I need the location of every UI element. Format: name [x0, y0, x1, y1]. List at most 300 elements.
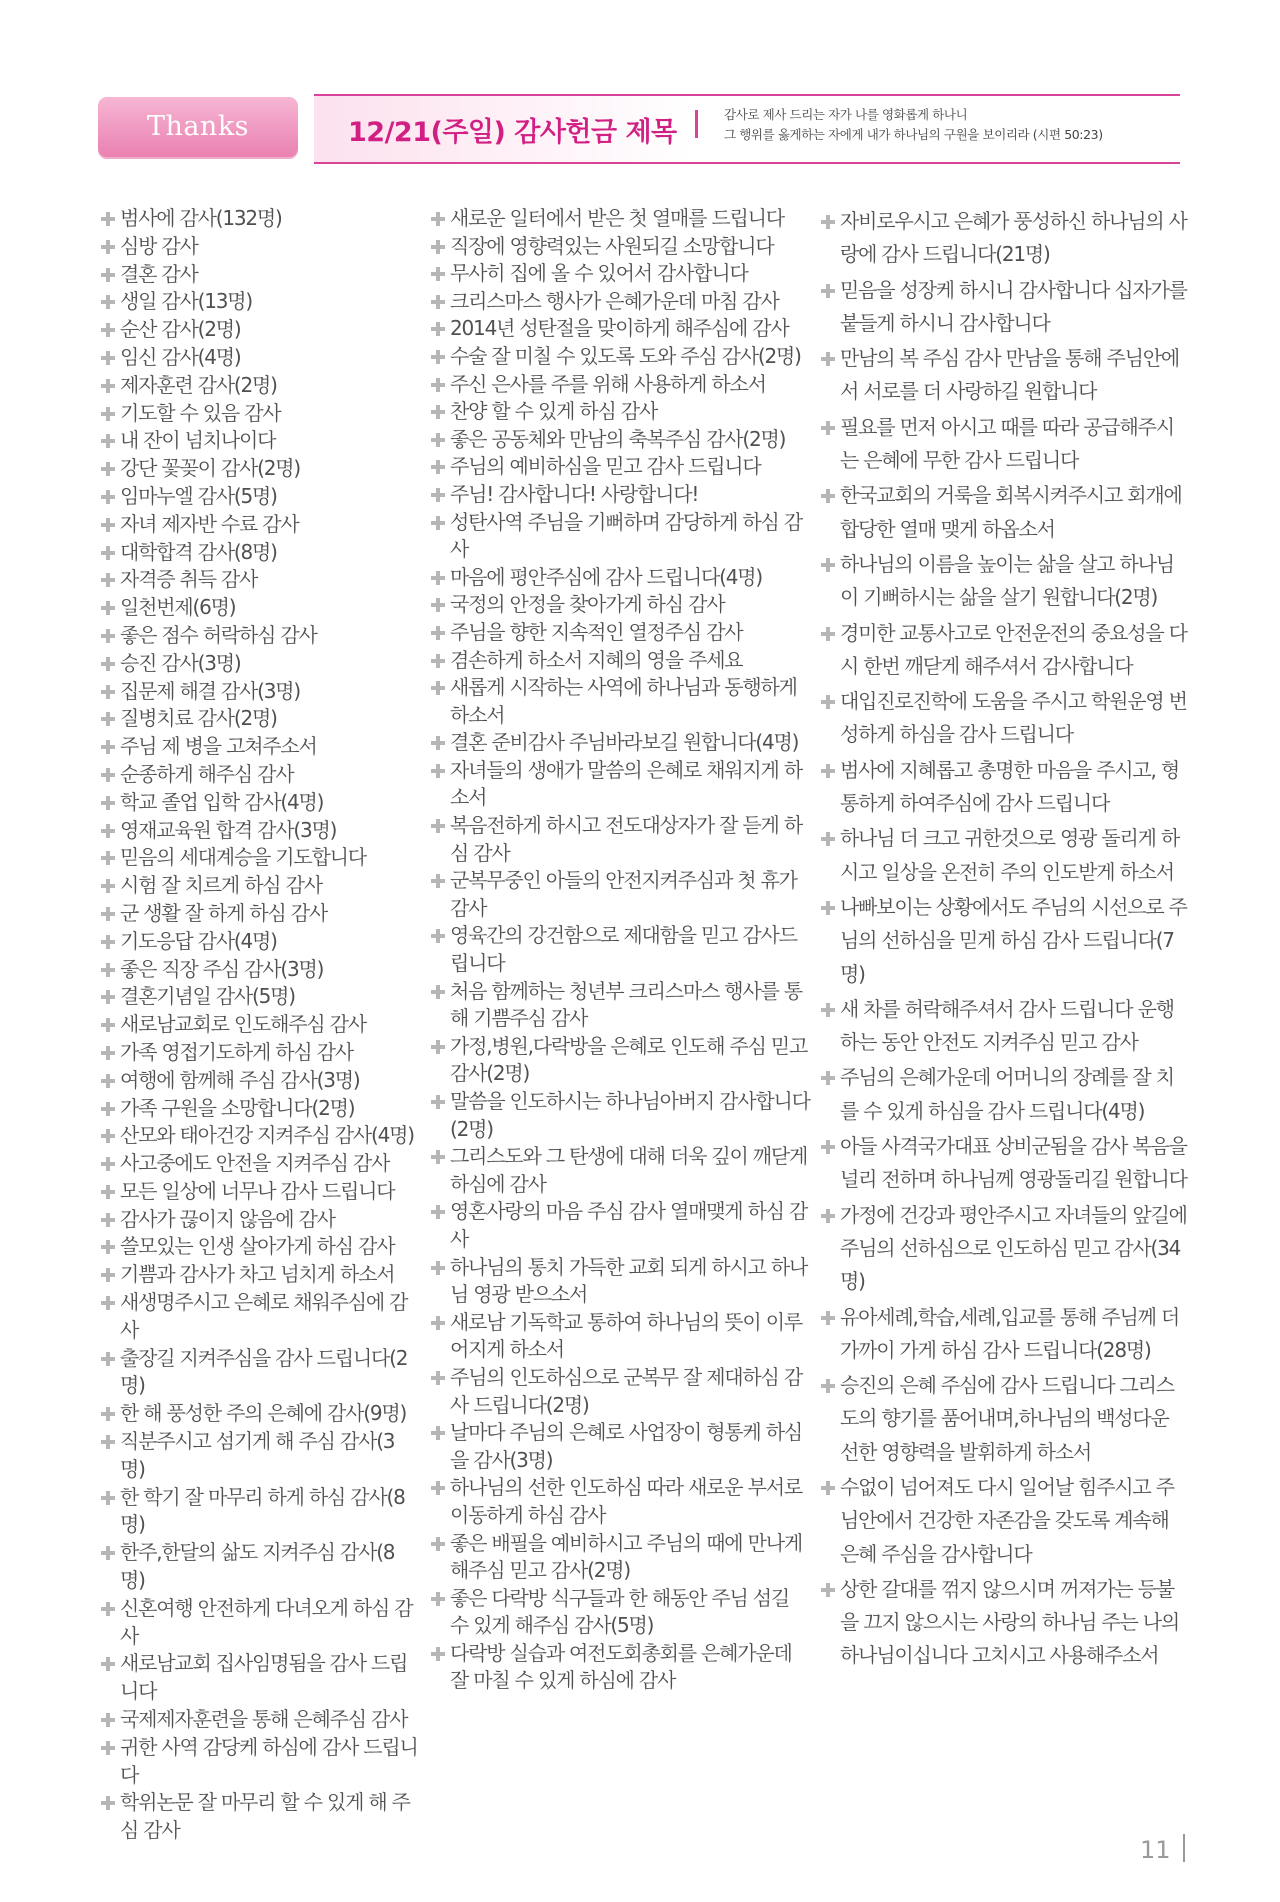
plus-bullet-icon: [101, 462, 115, 476]
thanks-item-text: 군복무중인 아들의 안전지켜주심과 첫 휴가 감사: [450, 868, 797, 920]
thanks-item-text: 2014년 성탄절을 맞이하게 해주심에 감사: [450, 316, 789, 341]
thanks-item: [430, 1143, 810, 1198]
plus-bullet-icon: [431, 433, 445, 447]
scripture-verse: [724, 105, 1174, 145]
plus-bullet-icon: [101, 573, 115, 587]
thanks-item-text: 무사히 집에 올 수 있어서 감사합니다: [450, 261, 748, 286]
plus-bullet-icon: [101, 1268, 115, 1282]
plus-bullet-icon: [821, 832, 835, 846]
thanks-item: [430, 509, 810, 564]
plus-bullet-icon: [101, 1240, 115, 1254]
thanks-item: [820, 1573, 1190, 1673]
thanks-column-1: [100, 205, 418, 1845]
plus-bullet-icon: [821, 284, 835, 298]
plus-bullet-icon: [101, 268, 115, 282]
plus-bullet-icon: [431, 571, 445, 585]
thanks-item: [100, 872, 418, 900]
plus-bullet-icon: [101, 601, 115, 615]
thanks-item: [100, 844, 418, 872]
plus-bullet-icon: [431, 1095, 445, 1109]
plus-bullet-icon: [101, 434, 115, 448]
plus-bullet-icon: [821, 901, 835, 915]
thanks-item-text: 좋은 다락방 식구들과 한 해동안 주님 섬길 수 있게 해주심 감사(5명): [450, 1585, 789, 1638]
plus-bullet-icon: [821, 1209, 835, 1223]
thanks-item: [430, 1364, 810, 1419]
thanks-item: [100, 288, 418, 316]
plus-bullet-icon: [101, 379, 115, 393]
plus-bullet-icon: [821, 352, 835, 366]
plus-bullet-icon: [431, 985, 445, 999]
thanks-item: [430, 315, 810, 343]
thanks-item-text: 기도응답 감사(4명): [120, 928, 277, 953]
thanks-item-text: 순종하게 해주심 감사: [120, 761, 294, 786]
plus-bullet-icon: [101, 824, 115, 838]
thanks-item: [100, 1650, 418, 1706]
thanks-item: [430, 426, 810, 454]
thanks-item-text: 강단 꽃꽂이 감사(2명): [120, 456, 301, 481]
thanks-item: [100, 761, 418, 789]
thanks-item-text: 기도할 수 있음 감사: [120, 400, 281, 425]
plus-bullet-icon: [101, 712, 115, 726]
thanks-item-text: 믿음의 세대계승을 기도합니다: [120, 845, 366, 870]
thanks-item: [430, 674, 810, 729]
thanks-item-text: 수없이 넘어져도 다시 일어날 힘주시고 주님안에서 건강한 자존감을 갖도록 계속해 은혜 주심을 감사합니다: [840, 1474, 1174, 1566]
thanks-item: [430, 1530, 810, 1585]
thanks-item-text: 경미한 교통사고로 안전운전의 중요성을 다시 한번 깨닫게 해주셔서 감사합니다: [840, 620, 1187, 678]
thanks-item-text: 좋은 배필을 예비하시고 주님의 때에 만나게 해주심 믿고 감사(2명): [450, 1530, 802, 1583]
plus-bullet-icon: [431, 929, 445, 943]
thanks-item: [820, 1369, 1190, 1469]
thanks-item: [100, 344, 418, 372]
thanks-item: [100, 900, 418, 928]
plus-bullet-icon: [101, 212, 115, 226]
thanks-item-text: 대학합격 감사(8명): [120, 539, 277, 564]
thanks-item: [100, 983, 418, 1011]
thanks-item-text: 자녀 제자반 수료 감사: [120, 511, 299, 536]
plus-bullet-icon: [101, 740, 115, 754]
plus-bullet-icon: [101, 1296, 115, 1310]
thanks-item: [430, 647, 810, 675]
thanks-item: [430, 398, 810, 426]
thanks-item-text: 새 차를 허락해주셔서 감사 드립니다 운행하는 동안 안전도 지켜주심 믿고 감사: [840, 996, 1174, 1055]
thanks-item-text: 찬양 할 수 있게 하심 감사: [450, 399, 657, 424]
thanks-item: [100, 956, 418, 984]
plus-bullet-icon: [101, 1046, 115, 1060]
plus-bullet-icon: [431, 736, 445, 750]
thanks-item-text: 수술 잘 미칠 수 있도록 도와 주심 감사(2명): [450, 343, 801, 368]
thanks-item-text: 승진 감사(3명): [120, 650, 241, 675]
thanks-item-text: 국정의 안정을 찾아가게 하심 감사: [450, 592, 725, 617]
thanks-item-text: 모든 일상에 너무나 감사 드립니다: [120, 1178, 395, 1203]
thanks-item-text: 순산 감사(2명): [120, 317, 241, 342]
plus-bullet-icon: [101, 546, 115, 560]
thanks-item: [430, 867, 810, 922]
thanks-item-text: 학교 졸업 입학 감사(4명): [120, 789, 324, 814]
thanks-item: [430, 288, 810, 316]
thanks-item: [820, 1471, 1190, 1571]
thanks-item: [100, 678, 418, 706]
plus-bullet-icon: [101, 1102, 115, 1116]
thanks-item: [820, 274, 1190, 341]
thanks-item: [820, 993, 1190, 1060]
thanks-item-text: 범사에 감사(132명): [120, 206, 282, 230]
plus-bullet-icon: [821, 1140, 835, 1154]
scripture-verse-line-2: 그 행위를 옳게하는 자에게 내가 하나님의 구원을 보이리라 (시편 50:23): [724, 127, 1103, 142]
thanks-item-text: 새생명주시고 은혜로 채워주심에 감사: [120, 1290, 408, 1342]
thanks-item-text: 한주,한달의 삶도 지켜주심 감사(8명): [120, 1540, 395, 1593]
thanks-item: [100, 205, 418, 233]
thanks-item-text: 겸손하게 하소서 지혜의 영을 주세요: [450, 647, 743, 672]
thanks-item-text: 크리스마스 행사가 은혜가운데 마침 감사: [450, 288, 779, 313]
plus-bullet-icon: [431, 681, 445, 695]
plus-bullet-icon: [431, 764, 445, 778]
plus-bullet-icon: [431, 516, 445, 530]
plus-bullet-icon: [431, 295, 445, 309]
thanks-item: [100, 427, 418, 455]
thanks-item: [100, 1400, 418, 1428]
thanks-item: [430, 1254, 810, 1309]
thanks-item: [100, 400, 418, 428]
plus-bullet-icon: [431, 1481, 445, 1495]
plus-bullet-icon: [101, 1491, 115, 1505]
plus-bullet-icon: [821, 1379, 835, 1393]
thanks-item-text: 하나님의 선한 인도하심 따라 새로운 부서로 이동하게 하심 감사: [450, 1475, 802, 1527]
thanks-item-text: 나빠보이는 상황에서도 주님의 시선으로 주님의 선하심을 믿게 하심 감사 드립니다(7명): [840, 894, 1187, 986]
thanks-item: [100, 1039, 418, 1067]
thanks-item: [100, 483, 418, 511]
plus-bullet-icon: [821, 558, 835, 572]
plus-bullet-icon: [431, 1316, 445, 1330]
plus-bullet-icon: [101, 323, 115, 337]
thanks-item-text: 감사가 끊이지 않음에 감사: [120, 1206, 335, 1231]
plus-bullet-icon: [431, 1371, 445, 1385]
plus-bullet-icon: [821, 627, 835, 641]
plus-bullet-icon: [101, 1185, 115, 1199]
page-number: 11: [1140, 1836, 1171, 1864]
thanks-item: [100, 1122, 418, 1150]
thanks-item: [100, 1428, 418, 1484]
plus-bullet-icon: [101, 351, 115, 365]
plus-bullet-icon: [431, 874, 445, 888]
thanks-item: [100, 1233, 418, 1261]
thanks-item: [100, 1261, 418, 1289]
thanks-item: [100, 817, 418, 845]
thanks-tab: [98, 97, 298, 159]
plus-bullet-icon: [101, 1602, 115, 1616]
thanks-item-text: 새로남교회로 인도해주심 감사: [120, 1012, 366, 1037]
thanks-item: [820, 685, 1190, 752]
thanks-item-text: 만남의 복 주심 감사 만남을 통해 주님안에서 서로를 더 사랑하길 원합니다: [840, 346, 1179, 404]
plus-bullet-icon: [431, 378, 445, 392]
thanks-item: [430, 729, 810, 757]
thanks-item: [100, 566, 418, 594]
thanks-item-text: 일천번제(6명): [120, 595, 236, 620]
thanks-item-text: 가정에 건강과 평안주시고 자녀들의 앞길에 주님의 선하심으로 인도하심 믿고 감사(34명): [840, 1202, 1187, 1294]
thanks-item: [100, 1345, 418, 1401]
plus-bullet-icon: [101, 657, 115, 671]
plus-bullet-icon: [101, 518, 115, 532]
thanks-item-text: 주님을 향한 지속적인 열정주심 감사: [450, 619, 743, 644]
thanks-item: [820, 411, 1190, 478]
thanks-item: [430, 1419, 810, 1474]
thanks-item-text: 좋은 직장 주심 감사(3명): [120, 956, 324, 981]
thanks-item: [430, 1033, 810, 1088]
thanks-item-text: 학위논문 잘 마무리 할 수 있게 해 주심 감사: [120, 1790, 410, 1843]
thanks-item: [100, 928, 418, 956]
thanks-item: [430, 453, 810, 481]
thanks-item-text: 한 학기 잘 마무리 하게 하심 감사(8명): [120, 1484, 405, 1537]
thanks-item-text: 내 잔이 넘치나이다: [120, 428, 276, 453]
thanks-item-text: 임마누엘 감사(5명): [120, 483, 277, 508]
thanks-item-text: 국제제자훈련을 통해 은혜주심 감사: [120, 1707, 408, 1732]
plus-bullet-icon: [431, 1150, 445, 1164]
thanks-item-text: 하나님의 이름을 높이는 삶을 살고 하나님이 기뻐하시는 삶을 살기 원합니다(2명): [840, 551, 1174, 610]
thanks-item-text: 한 해 풍성한 주의 은혜에 감사(9명): [120, 1401, 407, 1426]
thanks-item: [100, 1539, 418, 1595]
thanks-item: [430, 1198, 810, 1253]
thanks-item-text: 가정,병원,다락방을 은혜로 인도해 주심 믿고 감사(2명): [450, 1033, 808, 1086]
plus-bullet-icon: [101, 1407, 115, 1421]
thanks-item-text: 유아세례,학습,세례,입교를 통해 주님께 더 가까이 가게 하심 감사 드립니다(28명): [840, 1304, 1179, 1362]
thanks-item-text: 군 생활 잘 하게 하심 감사: [120, 900, 327, 925]
plus-bullet-icon: [431, 322, 445, 336]
plus-bullet-icon: [101, 685, 115, 699]
plus-bullet-icon: [431, 1261, 445, 1275]
plus-bullet-icon: [101, 1657, 115, 1671]
plus-bullet-icon: [821, 489, 835, 503]
thanks-item: [100, 1095, 418, 1123]
plus-bullet-icon: [431, 1592, 445, 1606]
thanks-item-text: 영혼사랑의 마음 주심 감사 열매맺게 하심 감사: [450, 1199, 808, 1251]
plus-bullet-icon: [431, 1426, 445, 1440]
scripture-verse-line-1: 감사로 제사 드리는 자가 나를 영화롭게 하나니: [724, 107, 968, 122]
plus-bullet-icon: [821, 1003, 835, 1017]
thanks-item-text: 임신 감사(4명): [120, 344, 241, 369]
thanks-item: [100, 1484, 418, 1540]
thanks-item-text: 생일 감사(13명): [120, 289, 253, 314]
thanks-item-text: 쓸모있는 인생 살아가게 하심 감사: [120, 1234, 395, 1259]
thanks-item: [430, 481, 810, 509]
plus-bullet-icon: [101, 851, 115, 865]
thanks-item: [430, 1640, 810, 1695]
plus-bullet-icon: [101, 1352, 115, 1366]
thanks-item: [430, 260, 810, 288]
thanks-item-text: 새로운 일터에서 받은 첫 열매를 드립니다: [450, 206, 784, 230]
plus-bullet-icon: [431, 1040, 445, 1054]
thanks-item-text: 상한 갈대를 꺾지 않으시며 꺼져가는 등불을 끄지 않으시는 사랑의 하나님 주는 나의 하나님이십니다 고치시고 사용해주소서: [840, 1576, 1179, 1668]
thanks-item: [430, 343, 810, 371]
plus-bullet-icon: [101, 1796, 115, 1810]
plus-bullet-icon: [431, 350, 445, 364]
page-number-divider: [1183, 1834, 1185, 1862]
thanks-item-text: 주님! 감사합니다! 사랑합니다!: [450, 481, 699, 506]
thanks-item: [430, 812, 810, 867]
thanks-item: [100, 1178, 418, 1206]
plus-bullet-icon: [101, 295, 115, 309]
thanks-item-text: 처음 함께하는 청년부 크리스마스 행사를 통해 기쁨주심 감사: [450, 978, 802, 1031]
plus-bullet-icon: [431, 212, 445, 226]
thanks-item: [820, 754, 1190, 821]
thanks-item: [100, 316, 418, 344]
thanks-item-text: 주님의 인도하심으로 군복무 잘 제대하심 감사 드립니다(2명): [450, 1364, 802, 1417]
thanks-item: [100, 233, 418, 261]
thanks-item-text: 기쁨과 감사가 차고 넘치게 하소서: [120, 1262, 395, 1287]
thanks-item-text: 하나님 더 크고 귀한것으로 영광 돌리게 하시고 일상을 온전히 주의 인도받게 하소서: [840, 826, 1179, 884]
plus-bullet-icon: [431, 654, 445, 668]
thanks-item: [430, 757, 810, 812]
thanks-item: [430, 205, 810, 233]
plus-bullet-icon: [101, 1129, 115, 1143]
thanks-item: [100, 455, 418, 483]
plus-bullet-icon: [431, 1537, 445, 1551]
thanks-item: [100, 622, 418, 650]
thanks-item: [820, 822, 1190, 889]
plus-bullet-icon: [431, 240, 445, 254]
thanks-item: [820, 617, 1190, 684]
thanks-item: [100, 1706, 418, 1734]
plus-bullet-icon: [101, 1018, 115, 1032]
plus-bullet-icon: [431, 405, 445, 419]
thanks-item-text: 결혼 감사: [120, 261, 198, 286]
thanks-item-text: 산모와 태아건강 지켜주심 감사(4명): [120, 1123, 414, 1148]
thanks-item-text: 주님의 은혜가운데 어머니의 장례를 잘 치를 수 있게 하심을 감사 드립니다(4명): [840, 1065, 1174, 1123]
thanks-item: [820, 1061, 1190, 1128]
plus-bullet-icon: [821, 1583, 835, 1597]
thanks-item-text: 새로남 기독학교 통하여 하나님의 뜻이 이루어지게 하소서: [450, 1309, 802, 1362]
plus-bullet-icon: [101, 879, 115, 893]
plus-bullet-icon: [431, 460, 445, 474]
thanks-item: [430, 564, 810, 592]
plus-bullet-icon: [101, 407, 115, 421]
thanks-item: [100, 1789, 418, 1845]
thanks-item-text: 주신 은사를 주를 위해 사용하게 하소서: [450, 371, 766, 396]
plus-bullet-icon: [101, 796, 115, 810]
thanks-item: [100, 261, 418, 289]
plus-bullet-icon: [101, 490, 115, 504]
thanks-item: [100, 789, 418, 817]
thanks-item: [430, 978, 810, 1033]
thanks-item-text: 자비로우시고 은혜가 풍성하신 하나님의 사랑에 감사 드립니다(21명): [840, 209, 1187, 267]
thanks-item: [820, 1130, 1190, 1197]
thanks-item: [100, 539, 418, 567]
plus-bullet-icon: [101, 1435, 115, 1449]
thanks-item: [820, 891, 1190, 991]
plus-bullet-icon: [431, 626, 445, 640]
thanks-item-text: 좋은 점수 허락하심 감사: [120, 622, 317, 647]
plus-bullet-icon: [821, 764, 835, 778]
thanks-item: [100, 594, 418, 622]
thanks-item-text: 제자훈련 감사(2명): [120, 372, 277, 397]
plus-bullet-icon: [101, 935, 115, 949]
plus-bullet-icon: [101, 1741, 115, 1755]
thanks-item-text: 성탄사역 주님을 기뻐하며 감당하게 하심 감사: [450, 509, 802, 562]
thanks-item-text: 새롭게 시작하는 사역에 하나님과 동행하게 하소서: [450, 675, 797, 727]
thanks-item-text: 대입진로진학에 도움을 주시고 학원운영 번성하게 하심을 감사 드립니다: [840, 689, 1187, 747]
thanks-item-text: 영재교육원 합격 감사(3명): [120, 817, 337, 842]
thanks-item-text: 출장길 지켜주심을 감사 드립니다(2명): [120, 1345, 408, 1398]
thanks-item: [430, 1309, 810, 1364]
thanks-item-text: 영육간의 강건함으로 제대함을 믿고 감사드립니다: [450, 923, 797, 976]
thanks-item-text: 한국교회의 거룩을 회복시켜주시고 회개에 합당한 열매 맺게 하옵소서: [840, 483, 1182, 541]
thanks-item: [820, 1199, 1190, 1299]
thanks-item-text: 복음전하게 하시고 전도대상자가 잘 듣게 하심 감사: [450, 813, 802, 865]
thanks-item: [430, 922, 810, 977]
thanks-item-text: 집문제 해결 감사(3명): [120, 678, 301, 703]
plus-bullet-icon: [431, 488, 445, 502]
thanks-item: [820, 548, 1190, 615]
plus-bullet-icon: [101, 240, 115, 254]
thanks-item: [100, 1734, 418, 1790]
thanks-item-text: 자녀들의 생애가 말씀의 은혜로 채워지게 하소서: [450, 757, 802, 810]
thanks-item: [820, 479, 1190, 546]
thanks-item: [430, 233, 810, 261]
thanks-item-text: 범사에 지혜롭고 총명한 마음을 주시고, 형통하게 하여주심에 감사 드립니다: [840, 757, 1179, 816]
thanks-item: [100, 1011, 418, 1039]
thanks-item-text: 그리스도와 그 탄생에 대해 더욱 깊이 깨닫게 하심에 감사: [450, 1144, 808, 1196]
title-bar: [314, 94, 1180, 164]
thanks-item: [100, 1067, 418, 1095]
thanks-item: [100, 650, 418, 678]
thanks-item: [820, 1301, 1190, 1368]
thanks-item: [100, 1206, 418, 1234]
plus-bullet-icon: [431, 1647, 445, 1661]
thanks-item-text: 여행에 함께해 주심 감사(3명): [120, 1067, 360, 1092]
thanks-item-text: 다락방 실습과 여전도회총회를 은혜가운데 잘 마칠 수 있게 하심에 감사: [450, 1640, 792, 1693]
plus-bullet-icon: [101, 1213, 115, 1227]
thanks-item-text: 신혼여행 안전하게 다녀오게 하심 감사: [120, 1595, 413, 1648]
thanks-item-text: 필요를 먼저 아시고 때를 따라 공급해주시는 은혜에 무한 감사 드립니다: [840, 414, 1174, 473]
plus-bullet-icon: [821, 1311, 835, 1325]
thanks-item: [100, 1289, 418, 1345]
plus-bullet-icon: [101, 629, 115, 643]
plus-bullet-icon: [431, 1205, 445, 1219]
thanks-item-text: 아들 사격국가대표 상비군됨을 감사 복음을 널리 전하며 하나님께 영광돌리길 원합니다: [840, 1134, 1187, 1192]
thanks-item-text: 믿음을 성장케 하시니 감사합니다 십자가를 붙들게 하시니 감사합니다: [840, 277, 1187, 335]
thanks-item-text: 시험 잘 치르게 하심 감사: [120, 873, 322, 898]
thanks-item: [100, 705, 418, 733]
thanks-column-3: [820, 205, 1190, 1675]
thanks-item-text: 직장에 영향력있는 사원되길 소망합니다: [450, 233, 774, 258]
thanks-item-text: 자격증 취득 감사: [120, 567, 258, 592]
thanks-item: [430, 591, 810, 619]
thanks-item: [820, 205, 1190, 272]
thanks-item-text: 질병치료 감사(2명): [120, 706, 277, 731]
thanks-item: [100, 733, 418, 761]
thanks-item-text: 가족 구원을 소망합니다(2명): [120, 1095, 355, 1120]
plus-bullet-icon: [101, 963, 115, 977]
plus-bullet-icon: [821, 1481, 835, 1495]
plus-bullet-icon: [821, 421, 835, 435]
plus-bullet-icon: [821, 695, 835, 709]
thanks-tab-label: Thanks: [146, 111, 250, 142]
plus-bullet-icon: [821, 215, 835, 229]
plus-bullet-icon: [431, 819, 445, 833]
thanks-item-text: 주님 제 병을 고쳐주소서: [120, 734, 317, 759]
thanks-item-text: 마음에 평안주심에 감사 드립니다(4명): [450, 564, 763, 589]
thanks-item-text: 새로남교회 집사임명됨을 감사 드립니다: [120, 1651, 408, 1704]
thanks-item: [430, 1585, 810, 1640]
thanks-item: [100, 1595, 418, 1651]
thanks-item: [100, 372, 418, 400]
plus-bullet-icon: [431, 267, 445, 281]
thanks-item: [100, 1150, 418, 1178]
page-header: [98, 94, 1180, 162]
plus-bullet-icon: [101, 907, 115, 921]
thanks-item: [430, 1088, 810, 1143]
title-divider: [695, 110, 698, 138]
plus-bullet-icon: [101, 1546, 115, 1560]
thanks-item: [100, 511, 418, 539]
